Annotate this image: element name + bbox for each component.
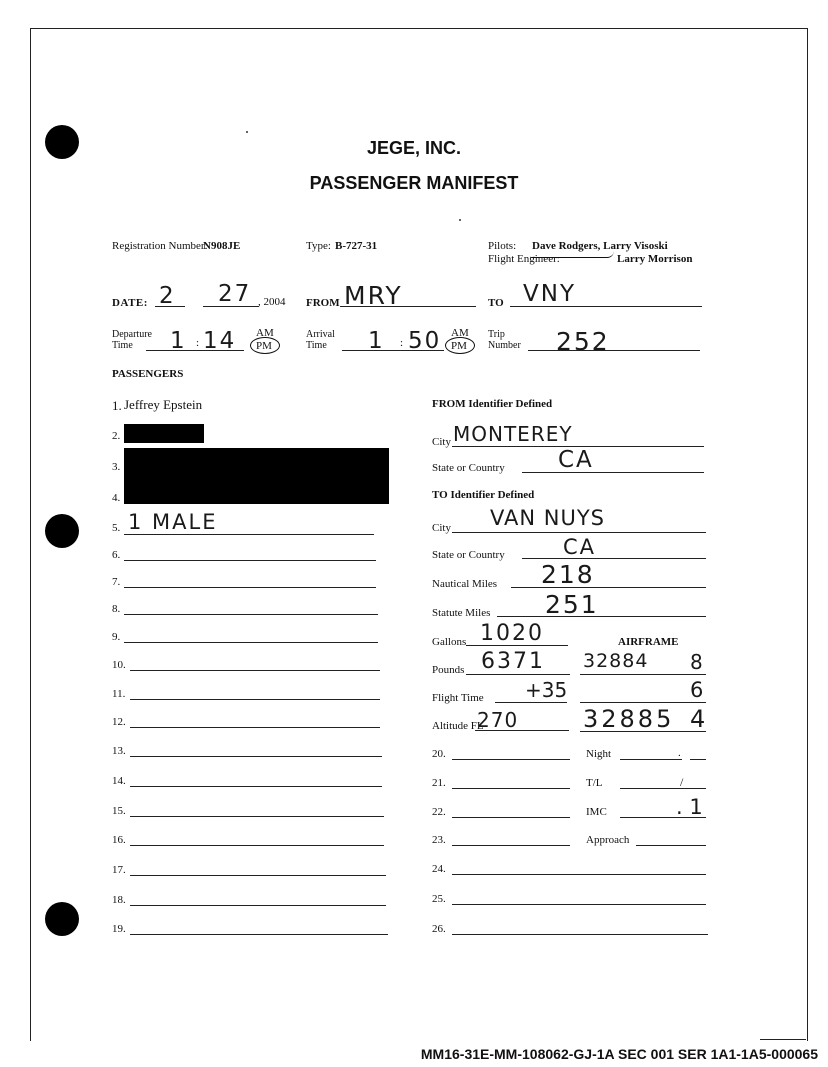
statute-miles-line (497, 616, 706, 617)
imc-label: IMC (586, 806, 607, 818)
from-line (340, 306, 476, 307)
airframe-line-3 (580, 731, 706, 732)
approach-label: Approach (586, 834, 630, 846)
date-year: , 2004 (258, 296, 286, 308)
departure-pm: PM (256, 340, 272, 352)
from-label: FROM (306, 297, 340, 309)
gallons-label: Gallons (432, 636, 467, 648)
date-day-line (203, 306, 259, 307)
arrival-minute: 50 (408, 328, 442, 354)
registration-label: Registration Number: (112, 240, 208, 252)
nautical-miles-label: Nautical Miles (432, 578, 498, 590)
scan-speck (459, 219, 461, 221)
redaction-box-3-4 (124, 448, 389, 504)
extra-line-24 (452, 874, 706, 875)
pilots-label: Pilots: (488, 240, 517, 252)
pounds-value: 6371 (481, 649, 545, 674)
passenger-num-8: 8. (112, 603, 121, 615)
flight-time-label: Flight Time (432, 692, 484, 704)
company-name: JEGE, INC. (366, 138, 462, 158)
gallons-line (466, 645, 568, 646)
passenger-line-17 (130, 875, 386, 876)
from-state-line (522, 472, 704, 473)
departure-label: Departure Time (112, 329, 152, 351)
date-day: 27 (218, 281, 252, 307)
from-value: MRY (344, 281, 403, 310)
passenger-line-16 (130, 845, 384, 846)
extra-num-23: 23. (432, 834, 446, 846)
bates-number: MM16-31E-MM-108062-GJ-1A SEC 001 SER 1A1-1A5-000065 (420, 1046, 818, 1062)
to-state-line (522, 558, 706, 559)
night-decimal-line (690, 759, 706, 760)
nautical-miles-value: 218 (541, 560, 595, 589)
airframe-line-1 (580, 674, 706, 675)
flight-time-line (495, 702, 567, 703)
passenger-num-1: 1. (112, 398, 122, 413)
passenger-num-4: 4. (112, 492, 121, 504)
flight-time-value: +35 (525, 678, 568, 702)
airframe-decimal-1: 8 (690, 650, 705, 674)
departure-pm-circle (250, 337, 280, 354)
airframe-line-2 (580, 702, 706, 703)
trip-number-line (528, 350, 700, 351)
airframe-decimal-2: 6 (690, 678, 706, 702)
passenger-line-7 (124, 587, 376, 588)
extra-num-22: 22. (432, 806, 446, 818)
extra-num-20: 20. (432, 748, 446, 760)
passenger-num-2: 2. (112, 430, 121, 442)
date-month-line (155, 306, 185, 307)
departure-line (146, 350, 244, 351)
airframe-decimal-3: 4 (690, 705, 708, 733)
from-identifier-heading: FROM Identifier Defined (432, 398, 553, 410)
to-state-value: CA (563, 535, 597, 559)
passenger-num-17: 17. (112, 864, 126, 876)
to-line (510, 306, 702, 307)
passenger-line-19 (130, 934, 388, 935)
to-label: TO (488, 297, 504, 309)
pounds-label: Pounds (432, 664, 465, 676)
handwritten-underline (530, 251, 614, 258)
passenger-name-5: 1 MALE (128, 510, 218, 534)
passenger-name-1: Jeffrey Epstein (124, 397, 203, 412)
date-label: DATE: (112, 297, 148, 309)
extra-line-23 (452, 845, 570, 846)
extra-num-26: 26. (432, 923, 446, 935)
from-city-label: City (432, 436, 451, 448)
passenger-num-6: 6. (112, 549, 121, 561)
extra-line-21 (452, 788, 570, 789)
departure-separator: : (196, 337, 200, 349)
to-city-value: VAN NUYS (490, 506, 606, 530)
to-state-label: State or Country (432, 549, 505, 561)
passenger-line-6 (124, 560, 376, 561)
extra-num-25: 25. (432, 893, 446, 905)
flight-engineer-label: Flight Engineer: (488, 253, 560, 265)
punch-hole-bottom (45, 902, 79, 936)
passenger-num-10: 10. (112, 659, 126, 671)
date-month: 2 (159, 283, 176, 309)
to-city-label: City (432, 522, 451, 534)
extra-line-25 (452, 904, 706, 905)
passenger-num-18: 18. (112, 894, 126, 906)
tl-label: T/L (586, 777, 603, 789)
night-value: . (678, 747, 681, 759)
page-border-corner (760, 1039, 806, 1040)
arrival-am: AM (451, 327, 469, 339)
passenger-num-9: 9. (112, 631, 121, 643)
arrival-line (342, 350, 444, 351)
passenger-num-19: 19. (112, 923, 126, 935)
passenger-num-7: 7. (112, 576, 121, 588)
statute-miles-value: 251 (545, 590, 599, 619)
airframe-value-3: 32885 (583, 705, 675, 733)
to-city-line (452, 532, 706, 533)
departure-hour: 1 (170, 328, 187, 354)
gallons-value: 1020 (480, 621, 544, 646)
tl-value: / (680, 775, 684, 789)
type-value: B-727-31 (335, 240, 378, 252)
to-value: VNY (523, 281, 576, 307)
passenger-num-14: 14. (112, 775, 126, 787)
type-label: Type: (306, 240, 331, 252)
trip-number-label: Trip Number (488, 329, 521, 351)
airframe-heading: AIRFRAME (618, 636, 679, 648)
arrival-separator: : (400, 337, 404, 349)
passenger-line-8 (124, 614, 378, 615)
imc-value: . 1 (676, 795, 703, 819)
passenger-line-9 (124, 642, 378, 643)
tl-line (620, 788, 706, 789)
altitude-line (475, 730, 569, 731)
from-city-value: MONTEREY (453, 422, 573, 446)
flight-engineer-value: Larry Morrison (617, 253, 693, 265)
page-title: PASSENGER MANIFEST (309, 173, 519, 193)
from-state-value: CA (558, 447, 594, 473)
passenger-line-5 (124, 534, 374, 535)
altitude-value: 270 (477, 708, 519, 732)
registration-value: N908JE (203, 240, 241, 252)
extra-line-22 (452, 817, 570, 818)
arrival-hour: 1 (368, 328, 385, 354)
approach-line (636, 845, 706, 846)
passenger-line-13 (130, 756, 382, 757)
altitude-label: Altitude FL (432, 720, 484, 732)
passenger-num-12: 12. (112, 716, 126, 728)
redaction-box-2 (124, 424, 204, 443)
pilots-value: Dave Rodgers, Larry Visoski (532, 240, 668, 252)
departure-am: AM (256, 327, 274, 339)
statute-miles-label: Statute Miles (432, 607, 491, 619)
night-label: Night (586, 748, 612, 760)
trip-number-value: 252 (556, 327, 610, 356)
airframe-value-1: 32884 (583, 650, 649, 672)
extra-line-26 (452, 934, 708, 935)
passenger-num-11: 11. (112, 688, 126, 700)
arrival-pm-circle (445, 337, 475, 354)
passenger-num-15: 15. (112, 805, 126, 817)
passenger-num-16: 16. (112, 834, 126, 846)
extra-line-20 (452, 759, 570, 760)
nautical-miles-line (511, 587, 706, 588)
extra-num-21: 21. (432, 777, 446, 789)
pounds-line (466, 674, 570, 675)
scan-speck (246, 131, 248, 133)
passenger-line-11 (130, 699, 380, 700)
passenger-line-10 (130, 670, 380, 671)
passenger-line-18 (130, 905, 386, 906)
passenger-line-15 (130, 816, 384, 817)
departure-minute: 14 (203, 328, 237, 354)
passengers-heading: PASSENGERS (112, 368, 184, 380)
passenger-line-12 (130, 727, 380, 728)
punch-hole-middle (45, 514, 79, 548)
passenger-line-14 (130, 786, 382, 787)
passenger-num-5: 5. (112, 522, 121, 534)
passenger-num-13: 13. (112, 745, 126, 757)
passenger-num-3: 3. (112, 461, 121, 473)
to-identifier-heading: TO Identifier Defined (432, 489, 535, 501)
from-state-label: State or Country (432, 462, 505, 474)
extra-num-24: 24. (432, 863, 446, 875)
arrival-label: Arrival Time (306, 329, 335, 351)
arrival-pm: PM (451, 340, 467, 352)
night-line (620, 759, 682, 760)
